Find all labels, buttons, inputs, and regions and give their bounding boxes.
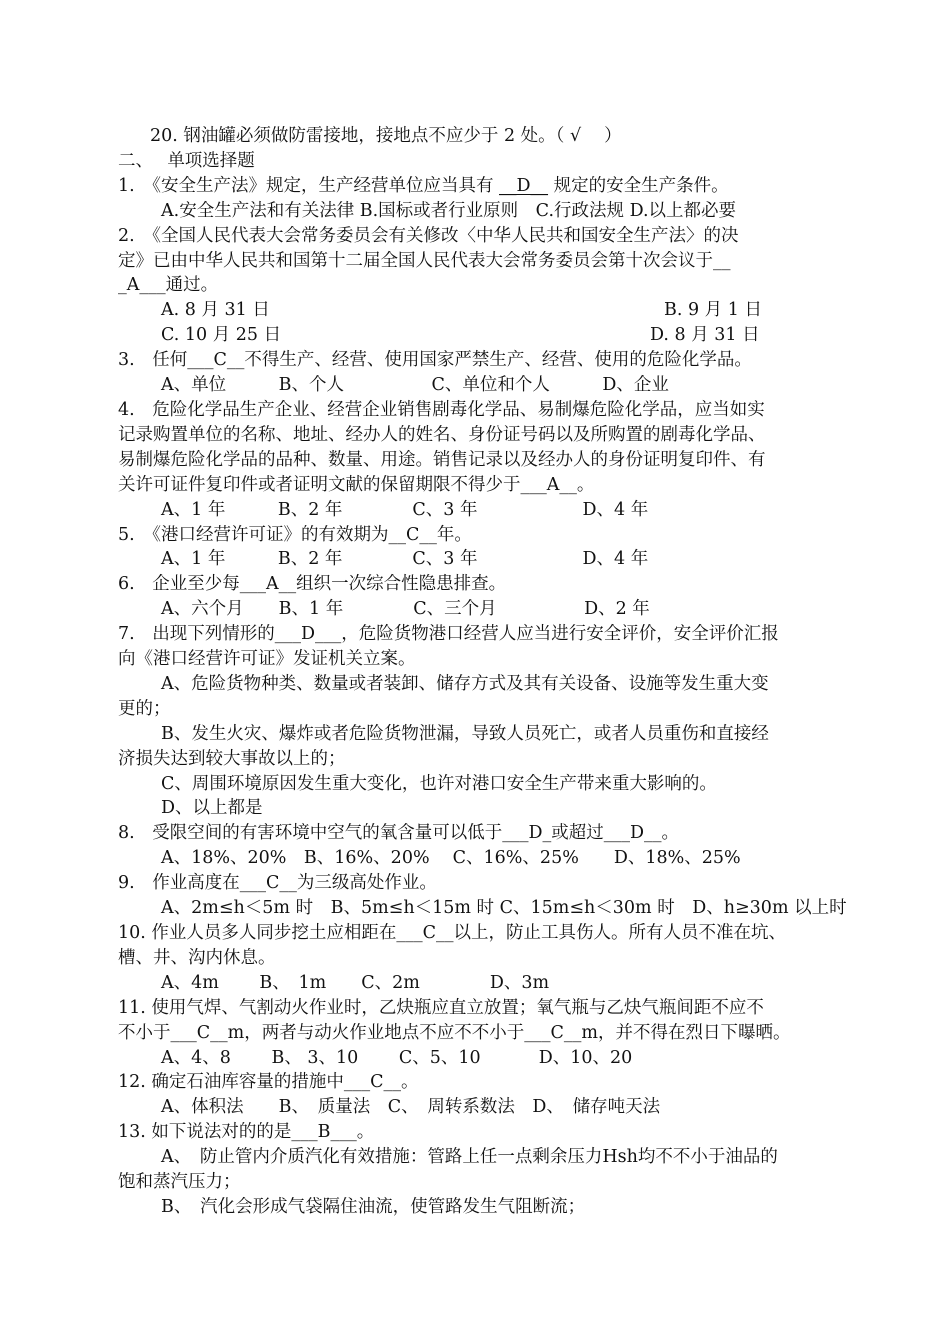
question-2-stem-line: 2. 《全国人民代表大会常务委员会有关修改〈中华人民共和国安全生产法〉的决 [118, 225, 739, 246]
question-3-options: A、单位 B、个人 C、单位和个人 D、企业 [161, 375, 669, 396]
question-1-options: A.安全生产法和有关法律 B.国标或者行业原则 C.行政法规 D.以上都必要 [161, 200, 737, 221]
question-5-stem: 5. 《港口经营许可证》的有效期为__C__年。 [118, 524, 472, 545]
question-12-stem: 12. 确定石油库容量的措施中___C__。 [118, 1072, 419, 1093]
option-d: D. 8 月 31 日 [650, 325, 760, 346]
option-a: A. 8 月 31 日 [161, 300, 270, 321]
question-20: 20. 钢油罐必须做防雷接地，接地点不应少于 2 处。（ √ ） [150, 126, 622, 146]
question-1-stem: 1. 《安全生产法》规定，生产经营单位应当具有 __D__ 规定的安全生产条件。 [118, 175, 729, 196]
question-2-options-row [118, 323, 838, 348]
question-13-stem: 13. 如下说法对的的是___B___。 [118, 1122, 375, 1143]
document-page [118, 124, 847, 1220]
question-4-stem-line: 4. 危险化学品生产企业、经营企业销售剧毒化学品、易制爆危险化学品，应当如实 [118, 399, 765, 420]
question-4-stem-line: 关许可证件复印件或者证明文献的保留期限不得少于___A__。 [118, 474, 595, 495]
question-8-stem: 8. 受限空间的有害环境中空气的氧含量可以低于___D_或超过___D__。 [118, 823, 680, 844]
question-13-option-line: A、 防止管内介质汽化有效措施：管路上任一点剩余压力Hsh均不不小于油品的 [161, 1147, 778, 1168]
question-13-option-line: B、 汽化会形成气袋隔住油流，使管路发生气阻断流； [161, 1196, 586, 1217]
question-2-options-row [118, 298, 838, 323]
question-9-options: A、2m≤h＜5m 时 B、5m≤h＜15m 时 C、15m≤h＜30m 时 D、h≥30m 以上时 [161, 898, 847, 919]
question-11-stem-line: 不小于___C__m，两者与动火作业地点不应不不小于___C__m，并不得在烈日下曝晒。 [118, 1022, 791, 1043]
question-9-stem: 9. 作业高度在___C__为三级高处作业。 [118, 873, 437, 894]
question-10-stem-line: 槽、井、沟内休息。 [118, 947, 276, 968]
question-10-options: A、4m B、 1m C、2m D、3m [161, 972, 550, 993]
option-b: B. 9 月 1 日 [664, 300, 762, 321]
question-4-options: A、1 年 B、2 年 C、3 年 D、4 年 [161, 499, 649, 520]
question-7-option-line: A、危险货物种类、数量或者装卸、储存方式及其有关设备、设施等发生重大变 [161, 673, 769, 694]
question-11-options: A、4、8 B、 3、10 C、5、10 D、10、20 [161, 1047, 633, 1068]
question-4-stem-line: 易制爆危险化学品的品种、数量、用途。销售记录以及经办人的身份证明复印件、有 [118, 449, 766, 470]
question-2-stem-line: _A___通过。 [118, 275, 219, 296]
question-3-stem: 3. 任何___C__不得生产、经营、使用国家严禁生产、经营、使用的危险化学品。 [118, 350, 752, 371]
question-5-options: A、1 年 B、2 年 C、3 年 D、4 年 [161, 549, 649, 570]
question-12-options: A、体积法 B、 质量法 C、 周转系数法 D、 储存吨天法 [161, 1097, 661, 1118]
question-8-options: A、18%、20% B、16%、20% C、16%、25% D、18%、25% [161, 848, 741, 869]
question-7-option-line: C、周围环境原因发生重大变化，也许对港口安全生产带来重大影响的。 [161, 773, 717, 794]
question-4-stem-line: 记录购置单位的名称、地址、经办人的姓名、身份证号码以及所购置的剧毒化学品、 [118, 424, 766, 445]
question-2-stem-line: 定》已由中华人民共和国第十二届全国人民代表大会常务委员会第十次会议于__ [118, 250, 731, 271]
question-13-option-line: 饱和蒸汽压力； [118, 1172, 241, 1193]
section-title: 二、 单项选择题 [118, 150, 255, 171]
question-6-stem: 6. 企业至少每___A__组织一次综合性隐患排查。 [118, 574, 507, 595]
question-7-option-line: B、发生火灾、爆炸或者危险货物泄漏，导致人员死亡，或者人员重伤和直接经 [161, 723, 769, 744]
question-7-option-line: D、以上都是 [161, 798, 263, 819]
question-10-stem-line: 10. 作业人员多人同步挖土应相距在___C__以上，防止工具伤人。所有人员不准在坑、 [118, 923, 787, 943]
question-7-stem-line: 向《港口经营许可证》发证机关立案。 [118, 649, 416, 670]
option-c: C. 10 月 25 日 [161, 325, 282, 346]
question-6-options: A、六个月 B、1 年 C、三个月 D、2 年 [161, 599, 650, 620]
question-7-option-line: 更的； [118, 698, 171, 719]
question-11-stem-line: 11. 使用气焊、气割动火作业时，乙炔瓶应直立放置；氧气瓶与乙炔气瓶间距不应不 [118, 997, 764, 1018]
question-7-option-line: 济损失达到较大事故以上的； [118, 748, 346, 769]
question-7-stem-line: 7. 出现下列情形的___D___，危险货物港口经营人应当进行安全评价，安全评价汇报 [118, 624, 779, 645]
